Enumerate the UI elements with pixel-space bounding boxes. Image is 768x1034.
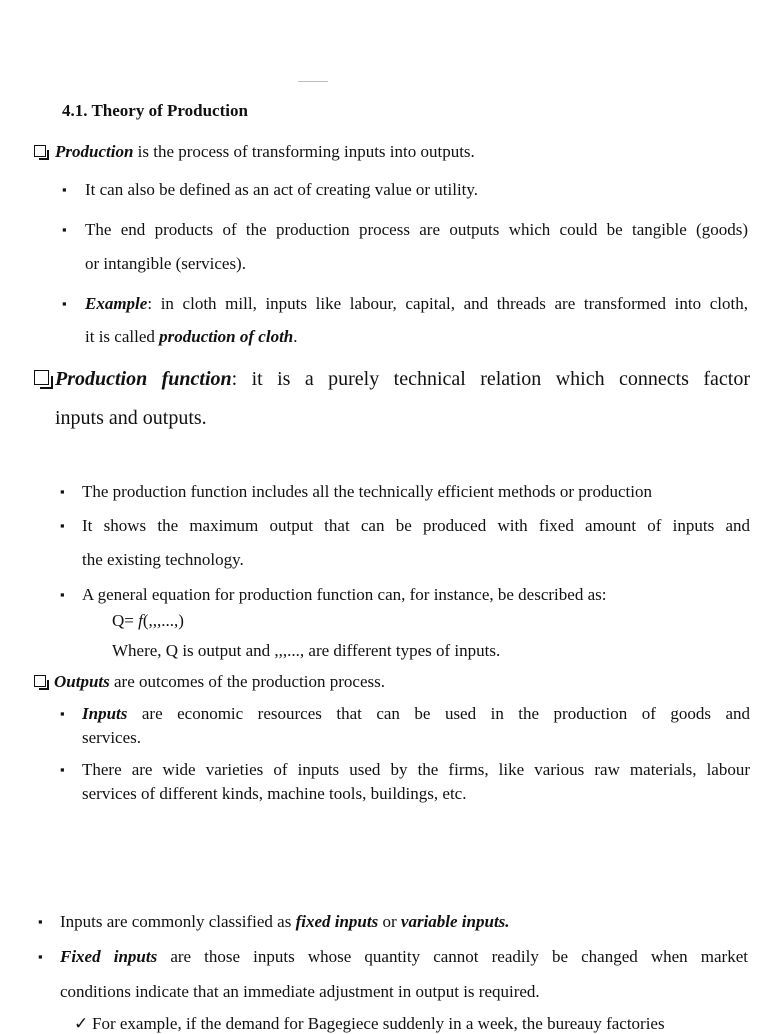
inputs-term: Inputs: [82, 704, 128, 723]
outputs-definition: [54, 672, 385, 692]
section-title: 4.1. Theory of Production: [62, 101, 248, 120]
square-bullet-icon: ▪: [60, 706, 65, 721]
checkbox-bullet-icon: [34, 145, 46, 157]
production-term: Production: [55, 142, 134, 161]
square-bullet-icon: ▪: [62, 182, 67, 197]
inputs-line1: are economic resources that can be used in the production of goods and: [127, 704, 750, 723]
inputs-definition-cont: services.: [82, 728, 142, 747]
production-bullet-2-cont: or intangible (services).: [85, 254, 246, 273]
inputs-varieties: There are wide varieties of inputs used by the firms, like various raw materials, labour: [82, 760, 750, 779]
example-line2-pre: it is called: [85, 327, 160, 346]
square-bullet-icon: ▪: [62, 296, 67, 311]
production-example: [85, 294, 748, 314]
pf-bullet-2: It shows the maximum output that can be produced with fixed amount of inputs and: [82, 516, 750, 535]
equation-where: Where, Q is output and ,,,..., are different types of inputs.: [112, 641, 501, 660]
variable-inputs-term: variable inputs.: [400, 912, 510, 931]
production-function-definition: [55, 368, 750, 391]
square-bullet-icon: ▪: [60, 484, 65, 499]
header-rule: [298, 81, 328, 82]
fixed-inputs-line1: are those inputs whose quantity cannot readily be changed when market: [157, 947, 748, 966]
pf-bullet-2-cont: the existing technology.: [82, 550, 244, 569]
production-example-cont: [85, 327, 298, 347]
production-bullet-2: The end products of the production process are outputs which could be tangible (goods): [85, 220, 748, 239]
inputs-varieties-cont: services of different kinds, machine tools, buildings, etc.: [82, 784, 467, 803]
square-bullet-icon: ▪: [60, 587, 65, 602]
classification-or: or: [378, 912, 401, 931]
inputs-definition: [82, 704, 750, 724]
production-function-def-cont: inputs and outputs.: [55, 407, 207, 429]
example-line1: : in cloth mill, inputs like labour, capital, and threads are transformed into cloth,: [147, 294, 748, 313]
equation-f: f: [138, 611, 143, 630]
fixed-inputs-label: Fixed inputs: [60, 947, 158, 966]
example-line2-post: .: [293, 327, 298, 346]
example-line2-bold: production of cloth: [159, 327, 294, 346]
production-function-term: Production function: [55, 368, 232, 390]
square-bullet-icon: ▪: [60, 518, 65, 533]
fixed-inputs-definition-cont: conditions indicate that an immediate adjustment in output is required.: [60, 982, 540, 1001]
production-function-def: : it is a purely technical relation which connects factor: [231, 368, 750, 390]
classification-line: [60, 912, 510, 932]
equation-post: (,,,...,): [142, 611, 184, 630]
fixed-inputs-example: For example, if the demand for Bagegiece suddenly in a week, the bureauy factories: [92, 1014, 665, 1033]
pf-bullet-1: The production function includes all the technically efficient methods or production: [82, 482, 652, 501]
fixed-inputs-term: fixed inputs: [295, 912, 379, 931]
pf-bullet-3: A general equation for production function can, for instance, be described as:: [82, 585, 607, 604]
example-label: Example: [85, 294, 148, 313]
equation-pre: Q=: [112, 611, 139, 630]
fixed-inputs-definition: [60, 947, 748, 967]
production-bullet-1: It can also be defined as an act of creating value or utility.: [85, 180, 479, 199]
checkmark-bullet-icon: ✓: [74, 1014, 89, 1033]
outputs-term: Outputs: [54, 672, 110, 691]
checkbox-bullet-icon: [34, 675, 46, 687]
classification-pre: Inputs are commonly classified as: [60, 912, 296, 931]
production-equation: [112, 611, 184, 631]
production-def: is the process of transforming inputs into outputs.: [133, 142, 475, 161]
production-definition: [55, 142, 475, 162]
outputs-def: are outcomes of the production process.: [109, 672, 385, 691]
square-bullet-icon: ▪: [38, 949, 43, 964]
checkbox-bullet-icon: [34, 370, 49, 385]
square-bullet-icon: ▪: [60, 762, 65, 777]
square-bullet-icon: ▪: [62, 222, 67, 237]
square-bullet-icon: ▪: [38, 914, 43, 929]
